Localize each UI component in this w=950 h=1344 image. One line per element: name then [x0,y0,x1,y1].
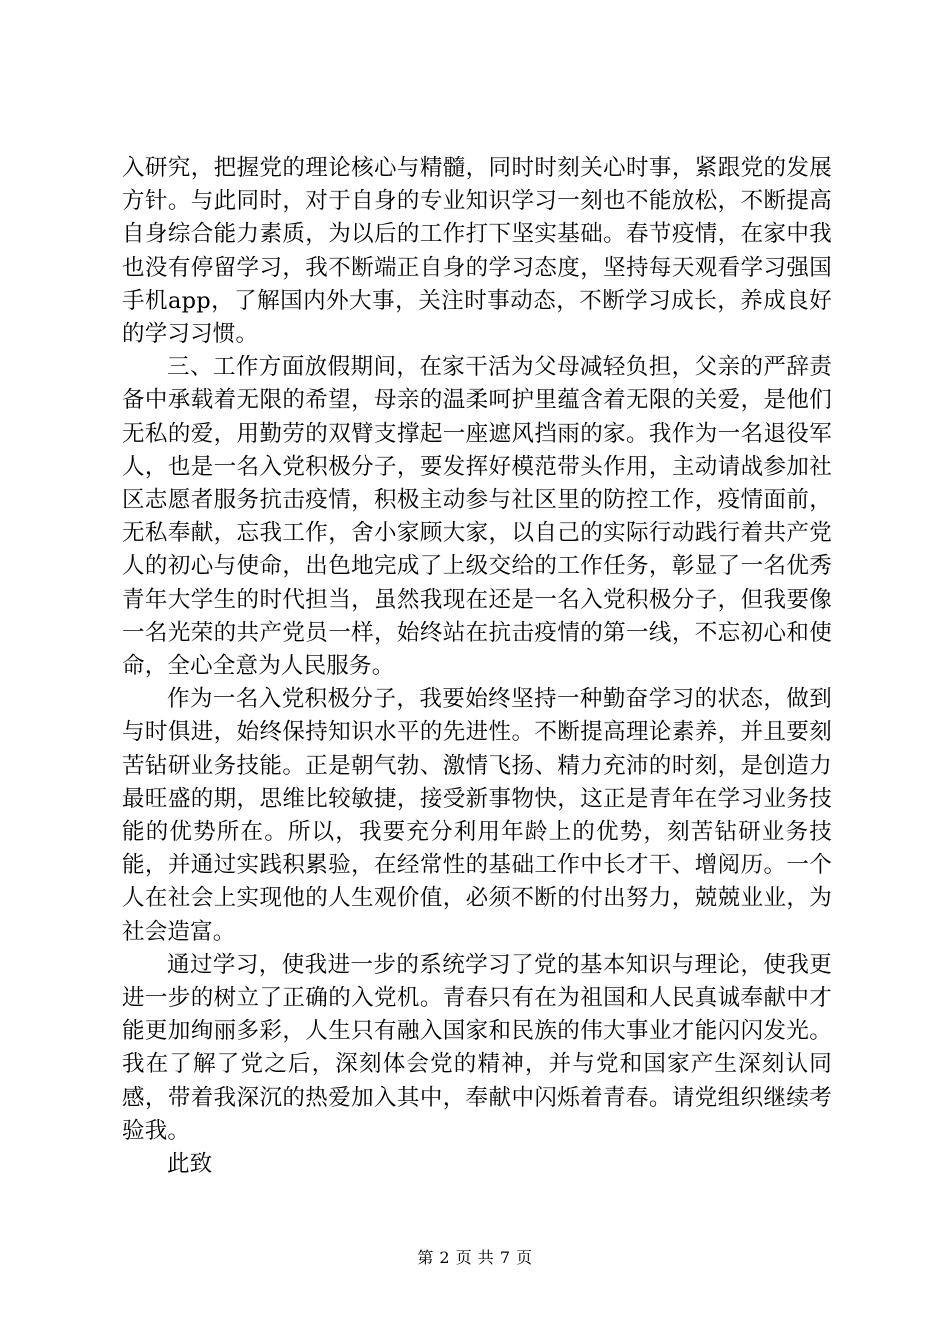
paragraph-3: 作为一名入党积极分子，我要始终坚持一种勤奋学习的状态，做到与时俱进，始终保持知识水平的先进性。不断提高理论素养，并且要刻苦钻研业务技能。正是朝气勃、激情飞扬、精力充沛的时刻，是创造力最旺盛的期，思维比较敏捷，接受新事物快，这正是青年在学习业务技能的优势所在。所以，我要充分利用年龄上的优势，刻苦钻研业务技能，并通过实践积累验，在经常性的基础工作中长才干、增阅历。一个人在社会上实现他的人生观价值，必须不断的付出努力，兢兢业业，为社会造富。 [122,686,832,945]
page-number-footer: 第 2 页 共 7 页 [417,1248,533,1267]
paragraph-2: 三、工作方面放假期间，在家干活为父母减轻负担，父亲的严辞责备中承载着无限的希望，母亲的温柔呵护里蕴含着无限的关爱，是他们无私的爱，用勤劳的双臂支撑起一座遮风挡雨的家。我作为一名退役军人，也是一名入党积极分子，要发挥好模范带头作用，主动请战参加社区志愿者服务抗击疫情，积极主动参与社区里的防控工作，疫情面前，无私奉献，忘我工作，舍小家顾大家，以自己的实际行动践行着共产党人的初心与使命，出色地完成了上级交给的工作任务，彰显了一名优秀青年大学生的时代担当，虽然我现在还是一名入党积极分子，但我要像一名光荣的共产党员一样，始终站在抗击疫情的第一线，不忘初心和使命，全心全意为人民服务。 [122,354,832,680]
paragraph-5-salutation: 此致 [167,1151,213,1178]
document-body [122,152,832,1181]
paragraph-1: 入研究，把握党的理论核心与精髓，同时时刻关心时事，紧跟党的发展方针。与此同时，对于自身的专业知识学习一刻也不能放松，不断提高自身综合能力素质，为以后的工作打下坚实基础。春节疫情，在家中我也没有停留学习，我不断端正自身的学习态度，坚持每天观看学习强国手机app，了解国内外大事，关注时事动态，不断学习成长，养成良好的学习习惯。 [122,155,832,348]
paragraph-4: 通过学习，使我进一步的系统学习了党的基本知识与理论，使我更进一步的树立了正确的入党机。青春只有在为祖国和人民真诚奉献中才能更加绚丽多彩，人生只有融入国家和民族的伟大事业才能闪闪发光。我在了解了党之后，深刻体会党的精神，并与党和国家产生深刻认同感，带着我深沉的热爱加入其中，奉献中闪烁着青春。请党组织继续考验我。 [122,951,832,1144]
